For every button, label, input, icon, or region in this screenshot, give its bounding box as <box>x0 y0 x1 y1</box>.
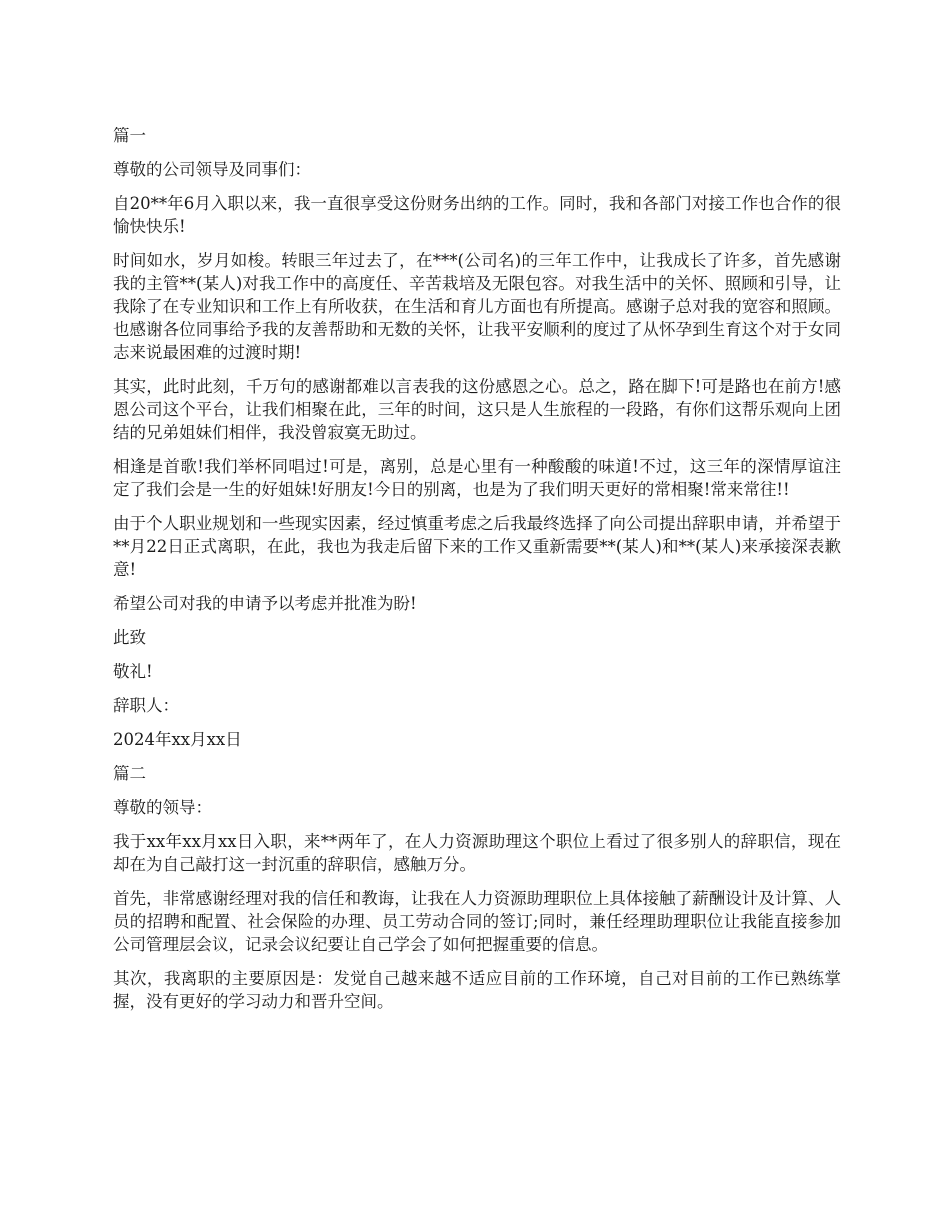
heading-part-two: 篇二 <box>113 764 146 783</box>
salutation: 尊敬的公司领导及同事们： <box>113 160 311 179</box>
document-body <box>113 124 841 1024</box>
date-line: 2024年xx月xx日 <box>113 730 242 749</box>
body-paragraph: 其实，此时此刻，千万句的感谢都难以言表我的这份感恩之心。总之，路在脚下!可是路也在前方!感恩公司这个平台，让我们相聚在此，三年的时间，这只是人生旅程的一段路，有你们这帮乐观向上团结的兄弟姐妹们相伴，我没曾寂寞无助过。 <box>113 377 841 442</box>
body-paragraph: 首先，非常感谢经理对我的信任和教诲，让我在人力资源助理职位上具体接触了薪酬设计及计算、人员的招聘和配置、社会保险的办理、员工劳动合同的签订;同时，兼任经理助理职位让我能直接参加公司管理层会议，记录会议纪要让自己学会了如何把握重要的信息。 <box>113 889 841 954</box>
body-paragraph: 自20**年6月入职以来，我一直很享受这份财务出纳的工作。同时，我和各部门对接工作也合作的很愉快快乐! <box>113 194 841 236</box>
body-paragraph: 我于xx年xx月xx日入职，来**两年了，在人力资源助理这个职位上看过了很多别人的辞职信，现在却在为自己敲打这一封沉重的辞职信，感触万分。 <box>113 832 841 874</box>
body-paragraph: 时间如水，岁月如梭。转眼三年过去了，在***(公司名)的三年工作中，让我成长了许多，首先感谢我的主管**(某人)对我工作中的高度任、辛苦栽培及无限包容。对我生活中的关怀、照顾和引导，让我除了在专业知识和工作上有所收获，在生活和育儿方面也有所提高。感谢子总对我的宽容和照顾。也感谢各位同事给予我的友善帮助和无数的关怀，让我平安顺利的度过了从怀孕到生育这个对于女同志来说最困难的过渡时期! <box>113 251 841 362</box>
closing-request: 希望公司对我的申请予以考虑并批准为盼! <box>113 594 417 613</box>
heading-part-one: 篇一 <box>113 126 146 145</box>
body-paragraph: 其次，我离职的主要原因是：发觉自己越来越不适应目前的工作环境，自己对目前的工作已熟练掌握，没有更好的学习动力和晋升空间。 <box>113 969 841 1011</box>
closing-phrase: 此致 <box>113 628 146 647</box>
signature-line: 辞职人： <box>113 696 179 715</box>
salutation: 尊敬的领导： <box>113 798 212 817</box>
body-paragraph: 相逢是首歌!我们举杯同唱过!可是，离别，总是心里有一种酸酸的味道!不过，这三年的深情厚谊注定了我们会是一生的好姐妹!好朋友!今日的别离，也是为了我们明天更好的常相聚!常来常往!! <box>113 457 841 499</box>
closing-salute: 敬礼! <box>113 662 153 681</box>
body-paragraph: 由于个人职业规划和一些现实因素，经过慎重考虑之后我最终选择了向公司提出辞职申请，并希望于**月22日正式离职，在此，我也为我走后留下来的工作又重新需要**(某人)和**(某人)来承接深表歉意! <box>113 514 841 579</box>
